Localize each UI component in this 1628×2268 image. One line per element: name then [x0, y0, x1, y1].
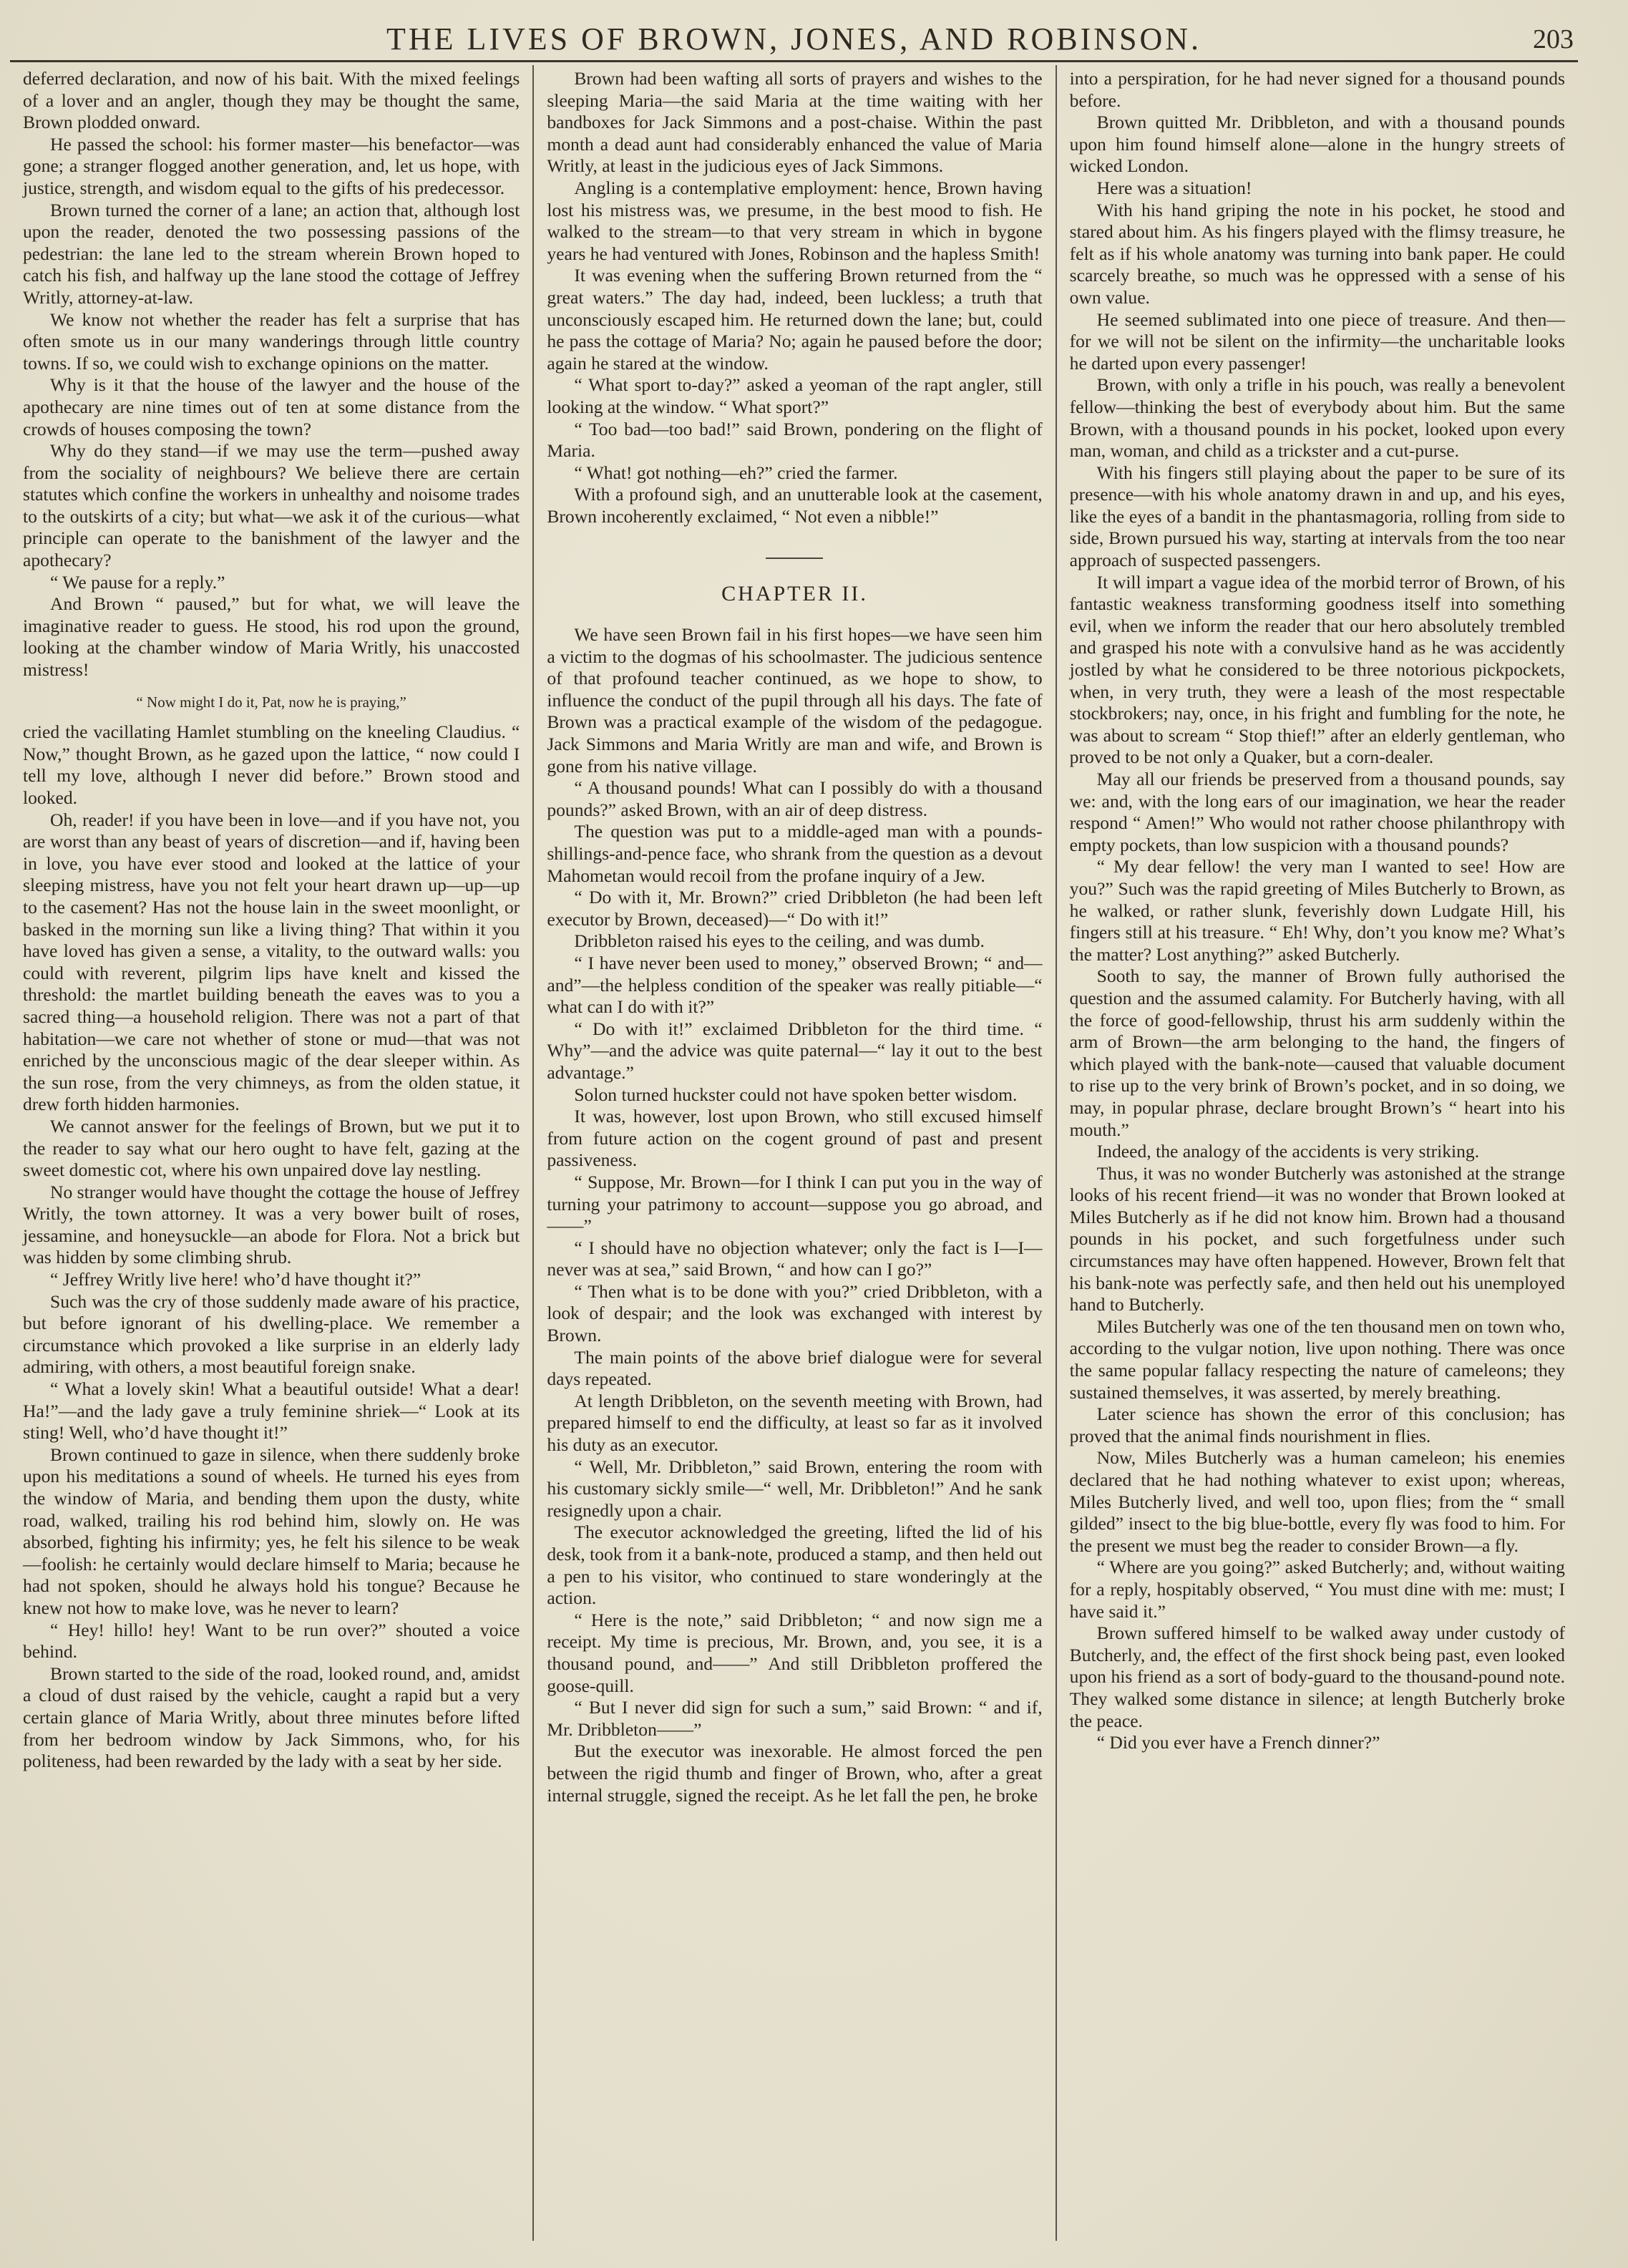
paragraph: We have seen Brown fail in his first hopes—we have seen him a victim to the dogmas of his schoolmaster. The judicious sentence of that profound teacher continued, as we hope to show, to influence the conduct of the pupil through all his days. The fate of Brown was a practical example of the wisdom of the pedagogue. Jack Simmons and Maria Writly are man and wife, and Brown is gone from his native village. — [547, 624, 1043, 777]
paragraph: “ We pause for a reply.” — [50, 571, 225, 593]
paragraph: Brown turned the corner of a lane; an action that, although lost upon the reader, denoted the two possessing passions of the pedestrian: the lane led to the stream wherein Brown hoped to catch his fish, and halfway up the lane stood the cottage of Jeffrey Writly, attorney-at-law. — [23, 199, 520, 308]
paragraph: Dribbleton raised his eyes to the ceiling, and was dumb. — [574, 930, 985, 952]
paragraph: “ My dear fellow! the very man I wanted to see! How are you?” Such was the rapid greeting of Miles Butcherly to Brown, as he walked, or rather slunk, feverishly down Ludgate Hill, his fingers still at his treasure. “ Eh! Why, don’t you know me? What’s the matter? Lost anything?” asked Butcherly. — [1069, 856, 1565, 965]
paragraph: Why is it that the house of the lawyer and the house of the apothecary are nine times out of ten at some distance from the crowds of houses composing the town? — [23, 374, 520, 439]
paragraph: But the executor was inexorable. He almost forced the pen between the rigid thumb and finger of Brown, who, after a great internal struggle, signed the receipt. As he let fall the pen, he broke — [547, 1741, 1043, 1806]
page-number: 203 — [1533, 24, 1574, 54]
paragraph: Brown had been wafting all sorts of prayers and wishes to the sleeping Maria—the said Maria at the time waiting with her bandboxes for Jack Simmons and a post-chaise. Within the past month a dead aunt had considerably enhanced the value of Maria Writly, at least in the judicious eyes of Jack Simmons. — [547, 68, 1043, 177]
paragraph: He seemed sublimated into one piece of treasure. And then—for we will not be silent on the infirmity—the uncharitable looks he darted upon every passenger! — [1069, 308, 1565, 374]
paragraph: “ What sport to-day?” asked a yeoman of the rapt angler, still looking at the window. “ What sport?” — [547, 374, 1043, 417]
paragraph: Later science has shown the error of this conclusion; has proved that the animal finds nourishment in flies. — [1069, 1403, 1565, 1446]
paragraph: He passed the school: his former master—his benefactor—was gone; a stranger flogged another generation, and, let us hope, with justice, strength, and wisdom equal to the gifts of his predecessor. — [23, 133, 520, 198]
paragraph: We cannot answer for the feelings of Brown, but we put it to the reader to say what our hero ought to have felt, gazing at the sweet domestic cot, where his own unpaired dove lay nestling. — [23, 1115, 520, 1181]
paragraph: Brown continued to gaze in silence, when there suddenly broke upon his meditations a sound of wheels. He turned his eyes from the window of Maria, and bending them upon the dusty, white road, walked, trailing his rod behind him, slowly on. He was absorbed, fighting his infirmity; yes, he felt his silence to be weak—foolish: he certainly would declare himself to Maria; because he had not spoken, should he always hold his tongue? Because he knew not how to make love, was he never to learn? — [23, 1444, 520, 1618]
column-2-bottom — [547, 624, 1042, 1806]
paragraph: No stranger would have thought the cottage the house of Jeffrey Writly, the town attorney. It was a very bower built of roses, jessamine, and honeysuckle—an abode for Flora. Not a brick but was hidden by some climbing shrub. — [23, 1181, 520, 1268]
paragraph: “ I have never been used to money,” observed Brown; “ and—and”—the helpless condition of the speaker was really pitiable—“ what can I do with it?” — [547, 952, 1043, 1018]
paragraph: “ But I never did sign for such a sum,” said Brown: “ and if, Mr. Dribbleton——” — [547, 1697, 1043, 1740]
paragraph: At length Dribbleton, on the seventh meeting with Brown, had prepared himself to end the difficulty, at least so far as it involved his duty as an executor. — [547, 1390, 1043, 1456]
paragraph: “ Now might I do it, Pat, now he is praying,” — [136, 693, 406, 711]
paragraph: May all our friends be preserved from a thousand pounds, say we: and, with the long ears of our imagination, we hear the reader respond “ Amen!” Who would not rather choose philanthropy with empty pockets, than low suspicion with a thousand pounds? — [1069, 769, 1565, 855]
paragraph: With his hand griping the note in his pocket, he stood and stared about him. As his fingers played with the flimsy treasure, he felt as if his whole anatomy was turning into bank paper. He could scarcely breathe, so much was he oppressed with a sense of his own value. — [1069, 199, 1565, 308]
running-title: THE LIVES OF BROWN, JONES, AND ROBINSON. — [386, 21, 1202, 57]
paragraph: Thus, it was no wonder Butcherly was astonished at the strange looks of his recent friend—it was no wonder that Brown looked at Miles Butcherly as if he did not know him. Brown had a thousand pounds in his pocket, and such forgetfulness under such circumstances may have often happened. However, Brown felt that his bank-note was perfectly safe, and then held out his unemployed hand to Butcherly. — [1069, 1162, 1565, 1315]
paragraph: Solon turned huckster could not have spoken better wisdom. — [574, 1084, 1018, 1105]
paragraph: With his fingers still playing about the paper to be sure of its presence—with his whole anatomy drawn in and up, and his eyes, like the eyes of a bandit in the phantasmagoria, rolling from side to side, Brown pursued his way, starting at intervals from the too near approach of suspected passengers. — [1069, 462, 1565, 571]
paragraph: “ Then what is to be done with you?” cried Dribbleton, with a look of despair; and the look was exchanged with interest by Brown. — [547, 1280, 1043, 1346]
paragraph: Miles Butcherly was one of the ten thousand men on town who, according to the vulgar notion, live upon nothing. There was once the same popular fallacy respecting the nature of cameleons; they sustained themselves, it was asserted, by merely breathing. — [1069, 1315, 1565, 1403]
paragraph: into a perspiration, for he had never signed for a thousand pounds before. — [1069, 68, 1565, 111]
paragraph: cried the vacillating Hamlet stumbling on the kneeling Claudius. “ Now,” thought Brown, as he gazed upon the lattice, “ now could I tell my love, although I never did before.” Brown stood and looked. — [23, 721, 520, 808]
paragraph: Brown, with only a trifle in his pouch, was really a benevolent fellow—thinking the best of everybody about him. But the same Brown, with a thousand pounds in his pocket, looked upon every man, woman, and child as a trickster and a cut-purse. — [1069, 374, 1565, 462]
paragraph: “ Hey! hillo! hey! Want to be run over?” shouted a voice behind. — [23, 1619, 520, 1663]
column-1 — [10, 65, 532, 2241]
paragraph: “ A thousand pounds! What can I possibly do with a thousand pounds?” asked Brown, with an air of deep distress. — [547, 777, 1043, 820]
paragraph: “ Here is the note,” said Dribbleton; “ and now sign me a receipt. My time is precious, Mr. Brown, and, you see, it is a thousand pound, and——” And still Dribbleton proffered the goose-quill. — [547, 1609, 1043, 1696]
paragraph: Indeed, the analogy of the accidents is very striking. — [1096, 1141, 1480, 1162]
paragraph: “ Did you ever have a French dinner?” — [1096, 1732, 1380, 1753]
paragraph: “ What a lovely skin! What a beautiful outside! What a dear! Ha!”—and the lady gave a truly feminine shriek—“ Look at its sting! Well, who’d have thought it!” — [23, 1378, 520, 1444]
paragraph: The question was put to a middle-aged man with a pounds-shillings-and-pence face, who shrank from the question as a devout Mahometan would recoil from the profane inquiry of a Jew. — [547, 821, 1043, 886]
paragraph: The executor acknowledged the greeting, lifted the lid of his desk, took from it a bank-note, produced a stamp, and then held out a pen to his visitor, who continued to stare wonderingly at the action. — [547, 1522, 1043, 1609]
paragraph: It was, however, lost upon Brown, who still excused himself from future action on the cogent ground of past and present passiveness. — [547, 1106, 1043, 1171]
paragraph: Brown suffered himself to be walked away under custody of Butcherly, and, the effect of the first shock being past, even looked upon his friend as a sort of body-guard to the thousand-pound note. They walked some distance in silence; at length Butcherly broke the peace. — [1069, 1622, 1565, 1731]
paragraph: And Brown “ paused,” but for what, we will leave the imaginative reader to guess. He stood, his rod upon the ground, looking at the chamber window of Maria Writly, his unaccosted mistress! — [23, 593, 520, 681]
paragraph: “ Too bad—too bad!” said Brown, pondering on the flight of Maria. — [547, 418, 1043, 462]
paragraph: The main points of the above brief dialogue were for several days repeated. — [547, 1346, 1043, 1390]
column-2 — [532, 65, 1055, 2241]
paragraph: Here was a situation! — [1096, 177, 1252, 198]
paragraph: “ I should have no objection whatever; only the fact is I—I—never was at sea,” said Brown, “ and how can I go?” — [547, 1237, 1043, 1280]
paragraph: With a profound sigh, and an unutterable look at the casement, Brown incoherently exclaimed, “ Not even a nibble!” — [547, 484, 1043, 527]
paragraph: Brown quitted Mr. Dribbleton, and with a thousand pounds upon him found himself alone—alone in the hungry streets of wicked London. — [1069, 112, 1565, 177]
text-columns — [10, 65, 1578, 2241]
section-divider — [766, 558, 823, 559]
paragraph: “ What! got nothing—eh?” cried the farmer. — [574, 462, 898, 483]
chapter-heading: CHAPTER II. — [721, 582, 868, 606]
paragraph: Such was the cry of those suddenly made aware of his practice, but before ignorant of his dwelling-place. We remember a circumstance which provoked a like surprise in an elderly lady admiring, with others, a most beautiful foreign snake. — [23, 1290, 520, 1378]
page-header — [10, 19, 1578, 62]
paragraph: “ Where are you going?” asked Butcherly; and, without waiting for a reply, hospitably observed, “ You must dine with me: must; I have said it.” — [1069, 1557, 1565, 1622]
column-2-top — [547, 68, 1042, 527]
paragraph: Oh, reader! if you have been in love—and if you have not, you are worst than any beast of years of discretion—and if, having been in love, you have ever stood and looked at the lattice of your sleeping mistress, have you not felt your heart drawn up—up—up to the casement? Has not the house lain in the sweet moonlight, or basked in the morning sun like a living thing? That within it you have loved has given a sense, a vitality, to the outward walls: you could with reverent, pilgrim lips have knelt and kissed the threshold: the martlet building beneath the eaves was to you a sacred thing—a household religion. There was not a part of that habitation—we care not whether of stone or mud—that was not enriched by the unconscious magic of the dear sleeper within. As the sun rose, from the very chimneys, as from the olden statue, it drew forth hidden harmonies. — [23, 809, 520, 1115]
column-3 — [1056, 65, 1578, 2241]
paragraph: “ Do with it!” exclaimed Dribbleton for the third time. “ Why”—and the advice was quite paternal—“ lay it out to the best advantage.” — [547, 1018, 1043, 1083]
paragraph: Brown started to the side of the road, looked round, and, amidst a cloud of dust raised by the vehicle, caught a rapid but a very certain glance of Maria Writly, about three minutes before lifted from her bedroom window by Jack Simmons, who, for his politeness, had been rewarded by the lady with a seat by her side. — [23, 1663, 520, 1772]
paragraph: “ Jeffrey Writly live here! who’d have thought it?” — [50, 1269, 421, 1290]
paragraph: deferred declaration, and now of his bait. With the mixed feelings of a lover and an angler, though they may be thought the same, Brown plodded onward. — [23, 68, 520, 133]
paragraph: It was evening when the suffering Brown returned from the “ great waters.” The day had, indeed, been luckless; a truth that unconsciously escaped him. He returned down the lane; but, could he pass the cottage of Maria? No; again he paused before the door; again he stared at the window. — [547, 265, 1043, 374]
paragraph: Sooth to say, the manner of Brown fully authorised the question and the assumed calamity. For Butcherly having, with all the force of good-fellowship, thrust his arm suddenly within the arm of Brown—the arm belonging to the hand, the fingers of which played with the bank-note—caused that valuable document to rise up to the very brink of Brown’s pocket, and in so doing, we may, in popular phrase, declare brought Brown’s “ heart into his mouth.” — [1069, 965, 1565, 1140]
paragraph: Angling is a contemplative employment: hence, Brown having lost his mistress was, we presume, in the best mood to fish. He walked to the stream—to that very stream in which in bygone years he had ventured with Jones, Robinson and the hapless Smith! — [547, 177, 1043, 264]
paragraph: We know not whether the reader has felt a surprise that has often smote us in our many wanderings through little country towns. If so, we could wish to exchange opinions on the matter. — [23, 308, 520, 374]
paragraph: Now, Miles Butcherly was a human cameleon; his enemies declared that he had nothing whatever to exist upon; whereas, Miles Butcherly lived, and well too, upon flies; from the “ small gilded” insect to the big blue-bottle, every fly was food to him. For the present we must beg the reader to consider Brown—a fly. — [1069, 1447, 1565, 1556]
paragraph: “ Suppose, Mr. Brown—for I think I can put you in the way of turning your patrimony to account—suppose you go abroad, and——” — [547, 1171, 1043, 1237]
paragraph: Why do they stand—if we may use the term—pushed away from the sociality of neighbours? We believe there are certain statutes which confine the workers in unhealthy and noisome trades to the outskirts of a city; but what—we ask it of the curious—what principle can operate to the banishment of the lawyer and the apothecary? — [23, 440, 520, 571]
paragraph: It will impart a vague idea of the morbid terror of Brown, of his fantastic weakness transforming goodness itself into something evil, when we inform the reader that our hero absolutely trembled and grasped his note with a convulsive hand as he was accidently jostled by what he considered to be three notorious pickpockets, when, in very truth, they were a leash of the most respectable stockbrokers; nay, once, in his fright and fumbling for the note, he was about to scream “ Stop thief!” after an elderly gentleman, who proved to be not only a Quaker, but a corn-dealer. — [1069, 571, 1565, 768]
paragraph: “ Well, Mr. Dribbleton,” said Brown, entering the room with his customary sickly smile—“ well, Mr. Dribbleton!” And he sank resignedly upon a chair. — [547, 1456, 1043, 1521]
paragraph: “ Do with it, Mr. Brown?” cried Dribbleton (he had been left executor by Brown, deceased)—“ Do with it!” — [547, 887, 1043, 930]
